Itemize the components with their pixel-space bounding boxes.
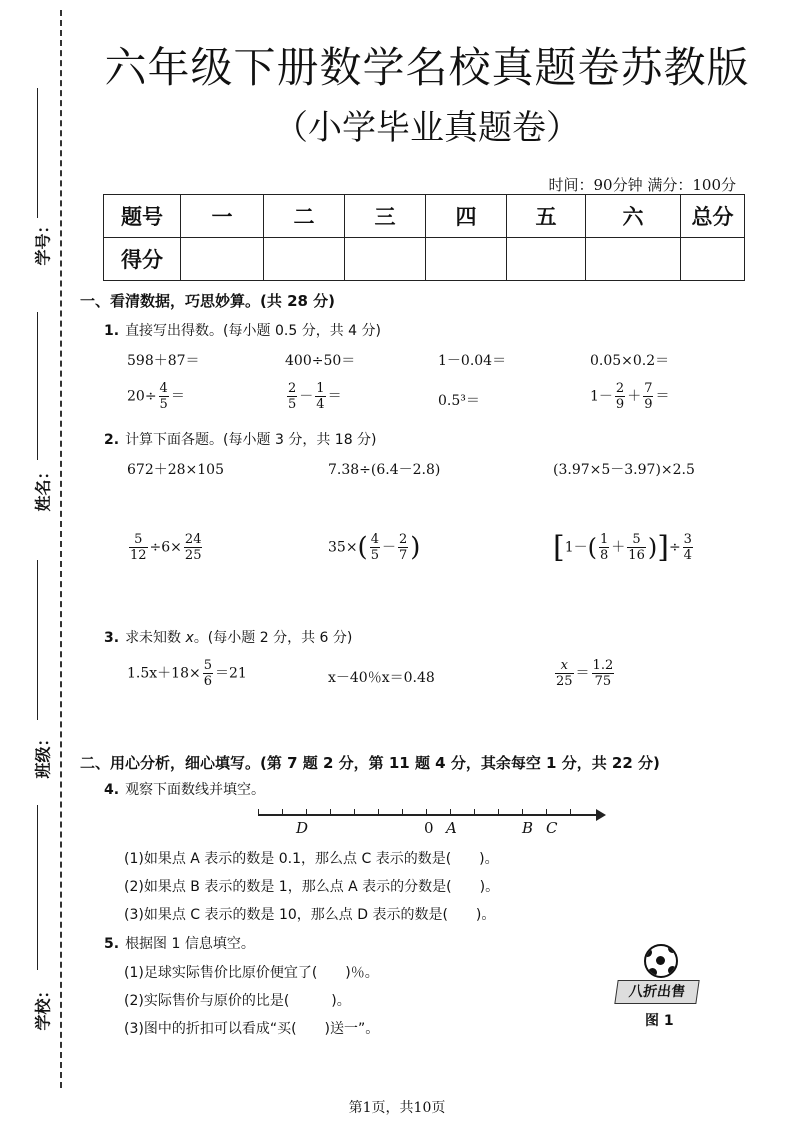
q1-problem-4: 0.05×0.2＝ <box>590 353 670 369</box>
fraction <box>398 532 408 563</box>
score-table-header-row <box>104 195 745 238</box>
tick <box>354 809 355 815</box>
numerator: 3 <box>683 532 692 547</box>
denominator: 7 <box>398 548 408 563</box>
score-cell: 六 <box>586 195 681 238</box>
q2-problem-5 <box>328 532 420 563</box>
score-input-cell[interactable] <box>426 238 507 281</box>
q3-instruction-pre: 求未知数 <box>125 630 186 646</box>
q1-problem-6 <box>285 381 342 412</box>
q2-text <box>104 429 377 449</box>
numerator: 5 <box>203 658 212 673</box>
denominator: 25 <box>556 674 573 689</box>
denominator: 5 <box>288 397 297 412</box>
point-A-label: A <box>446 819 457 837</box>
fraction <box>599 532 609 563</box>
expr-text: ＝ <box>170 388 185 405</box>
q2-problem-1: 672＋28×105 <box>127 462 224 478</box>
numerator: 2 <box>615 381 625 396</box>
fraction <box>159 381 169 412</box>
q4-subquestion-1: (1)如果点 A 表示的数是 0.1，那么点 C 表示的数是( )。 <box>124 851 499 867</box>
bracket-right: ] <box>657 530 669 565</box>
q3-variable: x <box>185 630 194 646</box>
q1-problem-1: 598＋87＝ <box>127 353 200 369</box>
q1-number: 1. <box>104 323 120 339</box>
q3-equation-1 <box>127 658 247 689</box>
expr-text: ＝ <box>575 665 590 682</box>
paren-right: ) <box>410 532 421 563</box>
denominator: 4 <box>316 397 325 412</box>
fraction <box>203 658 213 689</box>
q1-text <box>104 320 381 340</box>
q3-text <box>104 627 352 647</box>
name-label: 姓名： <box>33 463 53 512</box>
q4-text <box>104 779 265 799</box>
fraction <box>683 532 693 563</box>
figure-caption: 图 1 <box>645 1013 674 1029</box>
q4-number: 4. <box>104 782 120 798</box>
expr-text: 35× <box>328 539 358 556</box>
paren-left: ( <box>587 533 598 562</box>
fraction <box>184 532 203 563</box>
fraction <box>370 532 380 563</box>
expr-text: ＋ <box>627 388 642 405</box>
score-input-cell[interactable] <box>181 238 264 281</box>
name-line <box>37 312 38 460</box>
q1-problem-2: 400÷50＝ <box>285 353 356 369</box>
tick <box>282 809 283 815</box>
q2-problem-4 <box>127 532 204 563</box>
paren-right: ) <box>647 533 658 562</box>
denominator: 75 <box>594 674 612 689</box>
fraction <box>592 658 615 689</box>
score-cell: 题号 <box>104 195 181 238</box>
expr-text: 1－ <box>590 388 613 405</box>
expr-text: ＝ <box>327 388 342 405</box>
fraction <box>129 532 148 563</box>
arrow-icon <box>596 809 606 821</box>
point-C-label: C <box>546 819 558 837</box>
fraction <box>555 658 574 689</box>
section1-heading: 一、看清数据，巧思妙算。(共 28 分) <box>80 292 336 310</box>
numerator: 4 <box>370 532 379 547</box>
score-cell: 四 <box>426 195 507 238</box>
expr-text: ＝ <box>655 388 670 405</box>
expr-text: 1.5x＋18× <box>127 665 201 682</box>
fraction <box>627 532 646 563</box>
expr-text: － <box>381 539 396 556</box>
tick <box>522 809 523 815</box>
score-table <box>103 194 745 281</box>
score-cell: 五 <box>507 195 586 238</box>
tick <box>498 809 499 815</box>
class-label: 班级： <box>33 730 53 779</box>
q1-problem-8 <box>590 381 669 412</box>
score-cell: 得分 <box>104 238 181 281</box>
student-id-label: 学号： <box>33 217 53 266</box>
score-input-cell[interactable] <box>681 238 745 281</box>
score-cell: 三 <box>345 195 426 238</box>
time-info: 时间：90分钟 满分：100分 <box>548 176 736 194</box>
q1-problem-5 <box>127 381 185 412</box>
class-line <box>37 560 38 720</box>
denominator: 16 <box>628 548 645 563</box>
score-input-cell[interactable] <box>586 238 681 281</box>
paren-left: ( <box>357 532 368 563</box>
q2-number: 2. <box>104 432 120 448</box>
tick <box>474 809 475 815</box>
denominator: 9 <box>615 397 625 412</box>
page-title: 六年级下册数学名校真题卷苏教版 <box>104 43 750 92</box>
bracket-left: [ <box>553 530 565 565</box>
soccer-ball-icon <box>644 944 678 978</box>
q5-number: 5. <box>104 936 120 952</box>
tick <box>402 809 403 815</box>
page-subtitle: （小学毕业真题卷） <box>274 108 580 148</box>
q1-instruction: 直接写出得数。(每小题 0.5 分，共 4 分) <box>125 323 381 339</box>
q3-equation-3 <box>553 658 616 689</box>
score-table-score-row <box>104 238 745 281</box>
expr-text: 20÷ <box>127 388 157 405</box>
q3-instruction-post: 。(每小题 2 分，共 6 分) <box>193 630 353 646</box>
school-line <box>37 805 38 970</box>
q3-number: 3. <box>104 630 120 646</box>
q2-problem-3: (3.97×5－3.97)×2.5 <box>553 462 695 478</box>
page-footer: 第1页，共10页 <box>348 1100 446 1116</box>
denominator: 8 <box>600 548 609 563</box>
q1-problem-7: 0.5³＝ <box>438 393 480 409</box>
numerator: 2 <box>288 381 297 396</box>
discount-tag: 八折出售 <box>614 980 699 1004</box>
numerator: 4 <box>159 381 168 396</box>
numerator: 1.2 <box>592 658 614 673</box>
denominator: 9 <box>644 397 653 412</box>
q4-subquestion-2: (2)如果点 B 表示的数是 1，那么点 A 表示的分数是( )。 <box>124 879 500 895</box>
tick <box>570 809 571 815</box>
fraction <box>315 381 325 412</box>
score-cell: 总分 <box>681 195 745 238</box>
q2-problem-2: 7.38÷(6.4－2.8) <box>328 462 441 478</box>
tick <box>450 809 451 815</box>
tick <box>546 809 547 815</box>
fraction <box>615 381 625 412</box>
expr-text: ÷ <box>668 539 681 556</box>
tick <box>306 809 307 815</box>
numerator: 2 <box>398 532 408 547</box>
denominator: 4 <box>683 548 692 563</box>
fraction <box>643 381 653 412</box>
expr-text: ＝21 <box>215 665 247 682</box>
q2-problem-6 <box>553 530 695 565</box>
numerator: 5 <box>129 532 148 548</box>
tick <box>258 809 259 815</box>
q1-problem-3: 1－0.04＝ <box>438 353 507 369</box>
expr-text: ＋ <box>611 539 626 556</box>
section2-heading: 二、用心分析，细心填写。(第 7 题 2 分，第 11 题 4 分，其余每空 1 分，共 22 分) <box>80 754 660 772</box>
fraction <box>287 381 297 412</box>
numerator: 1 <box>316 381 325 396</box>
point-0-label: 0 <box>424 819 434 837</box>
score-cell: 一 <box>181 195 264 238</box>
numerator: 7 <box>644 381 653 396</box>
tick <box>378 809 379 815</box>
q5-subquestion-3: (3)图中的折扣可以看成“买( )送一”。 <box>124 1021 380 1037</box>
q5-instruction: 根据图 1 信息填空。 <box>125 936 255 952</box>
school-label: 学校： <box>33 982 53 1031</box>
q5-subquestion-1: (1)足球实际售价比原价便宜了( )％。 <box>124 965 379 981</box>
score-input-cell[interactable] <box>264 238 345 281</box>
q3-equation-2: x－40％x＝0.48 <box>328 670 435 686</box>
point-B-label: B <box>522 819 534 837</box>
expr-text: ÷6× <box>149 539 182 556</box>
denominator: 5 <box>370 548 379 563</box>
binding-dashed-line <box>60 10 62 1088</box>
tick <box>330 809 331 815</box>
numerator: 24 <box>184 532 202 547</box>
numerator: 1 <box>600 532 609 547</box>
number-line <box>258 814 598 816</box>
numerator: x <box>555 658 574 674</box>
expr-text: 1－ <box>564 539 588 556</box>
denominator: 5 <box>159 397 168 412</box>
q5-text <box>104 933 255 953</box>
tick <box>426 809 427 815</box>
score-input-cell[interactable] <box>507 238 586 281</box>
q2-instruction: 计算下面各题。(每小题 3 分，共 18 分) <box>125 432 377 448</box>
denominator: 6 <box>203 674 212 689</box>
denominator: 25 <box>184 548 202 563</box>
expr-text: － <box>299 388 314 405</box>
q4-instruction: 观察下面数线并填空。 <box>125 782 266 798</box>
point-D-label: D <box>296 819 309 837</box>
score-cell: 二 <box>264 195 345 238</box>
denominator: 12 <box>130 548 147 563</box>
q5-subquestion-2: (2)实际售价与原价的比是( )。 <box>124 993 351 1009</box>
numerator: 5 <box>627 532 646 548</box>
score-input-cell[interactable] <box>345 238 426 281</box>
q4-subquestion-3: (3)如果点 C 表示的数是 10，那么点 D 表示的数是( )。 <box>124 907 496 923</box>
